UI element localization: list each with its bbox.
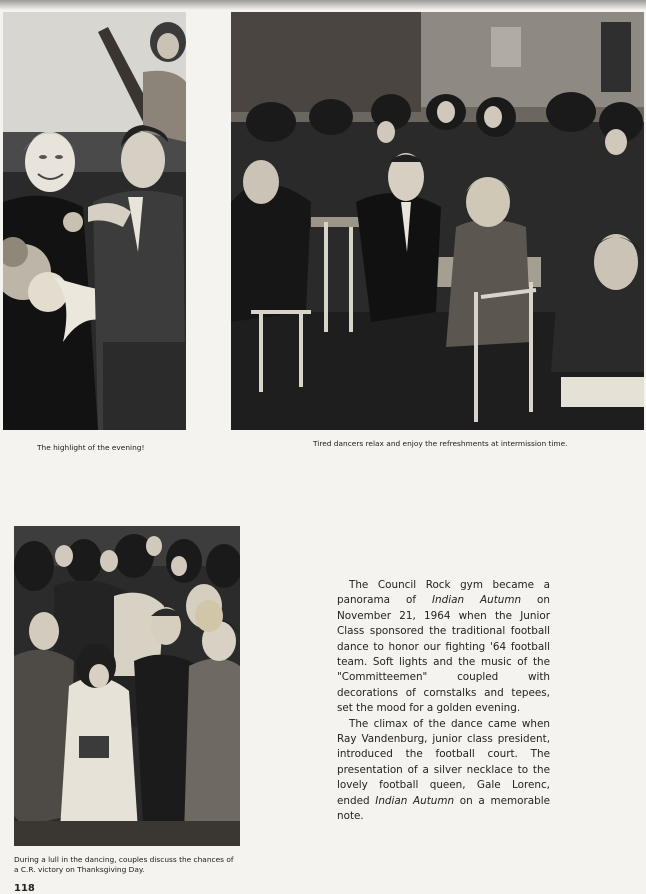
photo-queen-crowning — [3, 12, 186, 430]
photo-dancing-couples — [14, 526, 240, 846]
caption-queen-photo: The highlight of the evening! — [37, 443, 145, 452]
photo-queen-image — [3, 12, 186, 430]
caption-dance-photo: During a lull in the dancing, couples discuss the chances of a C.R. victory on Thanksgiving Day. — [14, 855, 234, 874]
article-p1-start: The Council Rock gym became a panorama of — [337, 579, 550, 607]
article-paragraph-1 — [337, 578, 550, 717]
photo-refreshment-tables — [231, 12, 644, 430]
article-p2-event-title: Indian Autumn — [375, 794, 455, 807]
caption-tables-photo: Tired dancers relax and enjoy the refreshments at intermission time. — [313, 439, 568, 448]
article-p2-start: The climax of the dance came when Ray Vandenburg, junior class president, introduced the football court. The presentation of a silver necklace to the lovely football queen, Gale Lorenc, ended — [337, 717, 550, 807]
article-paragraph-2 — [337, 717, 550, 825]
page-edge-shadow — [0, 0, 646, 10]
page-number: 118 — [14, 884, 35, 894]
article-p2-end: on a memorable note. — [337, 794, 550, 823]
photo-dance-image — [14, 526, 240, 846]
photo-tables-image — [231, 12, 644, 430]
article-text — [337, 578, 550, 825]
article-p1-end: on November 21, 1964 when the Junior Class sponsored the traditional football dance to honor our fighting '64 football team. Soft lights and the music of the "Committeemen" coupled with decorations of cornstalks and tepees, set the mood for a golden evening. — [337, 594, 550, 715]
article-p1-event-title: Indian Autumn — [431, 594, 522, 607]
